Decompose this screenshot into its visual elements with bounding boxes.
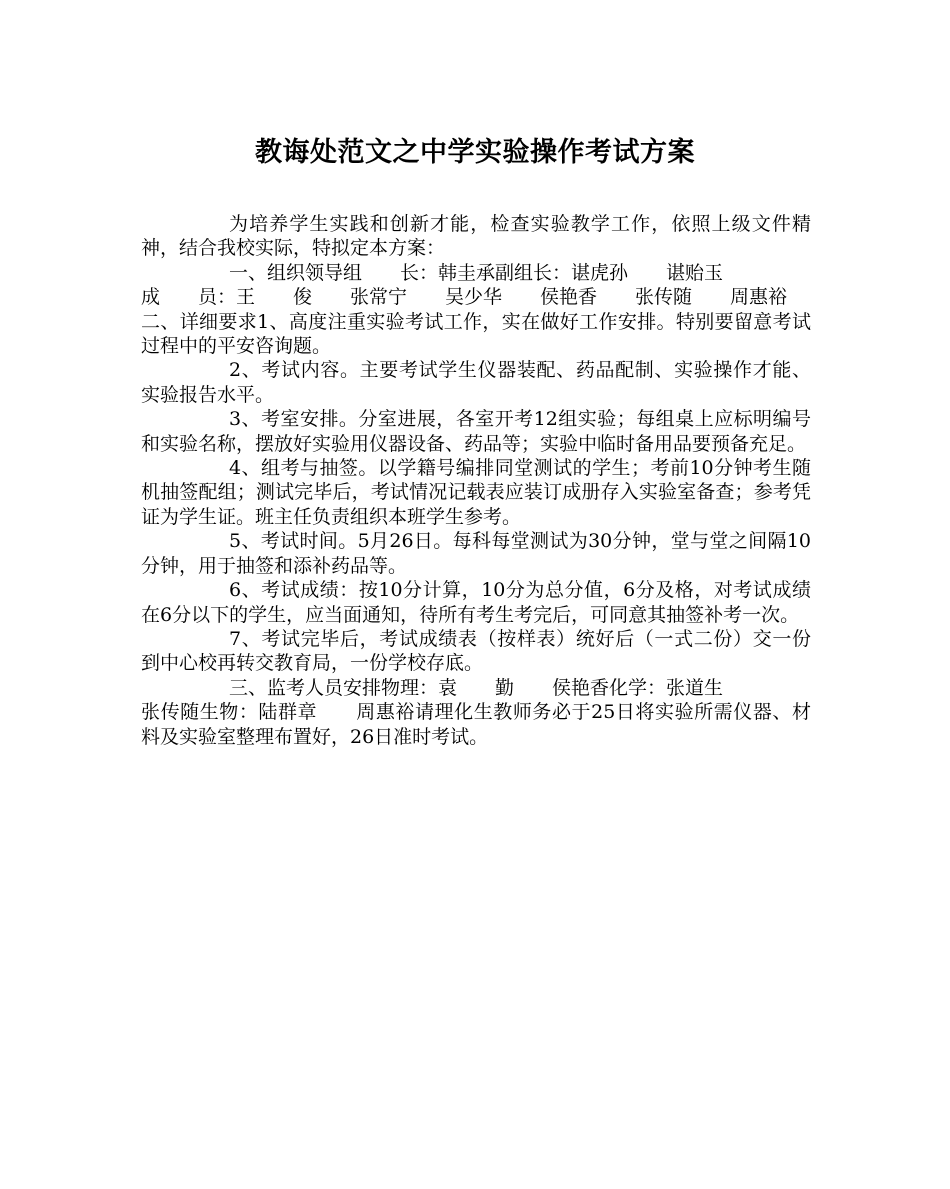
document-body (141, 212, 811, 749)
paragraph-invigilators: 三、监考人员安排物理：袁 勤 侯艳香化学：张道生 (229, 676, 724, 699)
paragraph-room-arrangement: 3、考室安排。分室进展，各室开考12组实验；每组桌上应标明编号和实验名称，摆放好实验用仪器设备、药品等；实验中临时备用品要预备充足。 (141, 408, 811, 455)
paragraph-exam-time: 5、考试时间。5月26日。每科每堂测试为30分钟，堂与堂之间隔10分钟，用于抽签和添补药品等。 (141, 530, 811, 577)
paragraph-preparation: 张传随生物：陆群章 周惠裕请理化生教师务必于25日将实验所需仪器、材料及实验室整理布置好，26日准时考试。 (141, 701, 811, 748)
paragraph-grouping-lottery: 4、组考与抽签。以学籍号编排同堂测试的学生；考前10分钟考生随机抽签配组；测试完毕后，考试情况记载表应装订成册存入实验室备查；参考凭证为学生证。班主任负责组织本班学生参考。 (141, 457, 811, 528)
paragraph-score-reporting: 7、考试完毕后，考试成绩表（按样表）统好后（一式二份）交一份到中心校再转交教育局，一份学校存底。 (141, 627, 811, 675)
paragraph-exam-content: 2、考试内容。主要考试学生仪器装配、药品配制、实验操作才能、实验报告水平。 (141, 359, 811, 406)
paragraph-intro: 为培养学生实践和创新才能，检查实验教学工作，依照上级文件精神，结合我校实际，特拟定本方案： (141, 213, 811, 260)
paragraph-requirements: 二、详细要求1、高度注重实验考试工作，实在做好工作安排。特别要留意考试过程中的平安咨询题。 (141, 310, 811, 358)
document-title: 教诲处范文之中学实验操作考试方案 (255, 137, 695, 168)
paragraph-leadership-group: 一、组织领导组 长：韩圭承副组长：谌虎孙 谌贻玉 (229, 261, 724, 284)
paragraph-exam-scores: 6、考试成绩：按10分计算，10分为总分值，6分及格，对考试成绩在6分以下的学生，应当面通知，待所有考生考完后，可同意其抽签补考一次。 (141, 579, 811, 626)
paragraph-members: 成 员：王 俊 张常宁 吴少华 侯艳香 张传随 周惠裕 (141, 286, 788, 309)
